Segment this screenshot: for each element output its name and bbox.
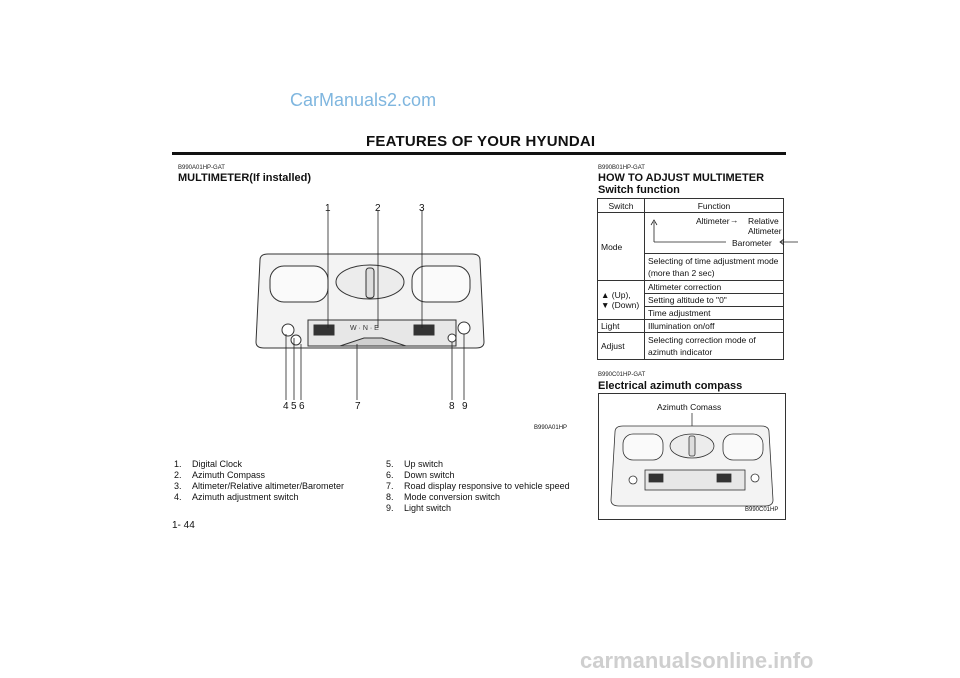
feature-list-b	[386, 459, 570, 514]
list-item: 7. Road display responsive to vehicle speed	[386, 481, 570, 491]
figure-label-azimuth: Azimuth Comass	[657, 402, 722, 412]
light-function: Illumination on/off	[645, 320, 784, 333]
mode-flow-cell	[645, 213, 784, 254]
flow-altimeter: Altimeter	[696, 216, 730, 226]
list-item: 5. Up switch	[386, 459, 444, 469]
heading-compass: Electrical azimuth compass	[598, 380, 743, 392]
table-header-row	[598, 199, 784, 213]
compass-illustration	[599, 394, 785, 519]
up-triangle-icon: ▲	[601, 290, 610, 300]
updown-f1: Altimeter correction	[645, 281, 784, 294]
display-compass-text: W · N · E	[350, 325, 379, 332]
page-number: 1- 44	[172, 520, 195, 531]
figure-caption-left: B990A01HP	[534, 425, 568, 431]
switch-light: Light	[598, 320, 645, 333]
updown-f2: Setting altitude to "0"	[645, 294, 784, 307]
list-item: 4. Azimuth adjustment switch	[174, 492, 299, 502]
compass-figure	[598, 393, 786, 520]
callout-8: 8	[449, 401, 455, 412]
subheading-switch-function: Switch function	[598, 184, 680, 196]
callout-2: 2	[375, 203, 381, 214]
table-row	[598, 320, 784, 333]
callout-7: 7	[355, 401, 361, 412]
table-row	[598, 333, 784, 360]
callout-5: 5	[291, 401, 297, 412]
switch-updown: ▲ (Up), ▼ (Down)	[598, 281, 645, 320]
section-code-multimeter: B990A01HP-GAT	[178, 165, 225, 171]
list-item: 3. Altimeter/Relative altimeter/Barometer	[174, 481, 345, 491]
table-row	[598, 213, 784, 254]
flow-barometer: Barometer	[732, 238, 772, 248]
col-switch: Switch	[598, 199, 645, 213]
list-item: 2. Azimuth Compass	[174, 470, 266, 480]
watermark-top[interactable]: CarManuals2.com	[290, 90, 437, 110]
callout-9: 9	[462, 401, 468, 412]
title-rule	[172, 152, 786, 155]
col-function: Function	[645, 199, 784, 213]
updown-f3: Time adjustment	[645, 307, 784, 320]
heading-adjust: HOW TO ADJUST MULTIMETER	[598, 172, 765, 184]
switch-adjust: Adjust	[598, 333, 645, 360]
adjust-function: Selecting correction mode of azimuth indicator	[645, 333, 784, 360]
watermark-bottom[interactable]: carmanualsonline.info	[580, 648, 814, 673]
callout-6: 6	[299, 401, 305, 412]
mode-function: Selecting of time adjustment mode (more than 2 sec)	[645, 254, 784, 281]
section-code-adjust: B990B01HP-GAT	[598, 165, 645, 171]
down-triangle-icon: ▼	[601, 300, 610, 310]
callout-3: 3	[419, 203, 425, 214]
section-code-compass: B990C01HP-GAT	[598, 372, 646, 378]
callout-4: 4	[283, 401, 289, 412]
figure-caption-right: B990C01HP	[745, 507, 779, 513]
page-title: FEATURES OF YOUR HYUNDAI	[366, 133, 596, 150]
arrow-right-icon: →	[730, 215, 739, 225]
list-item: 8. Mode conversion switch	[386, 492, 501, 502]
flow-relative-altimeter: Relative Altimeter	[748, 216, 782, 236]
list-item: 9. Light switch	[386, 503, 452, 513]
callout-1: 1	[325, 203, 331, 214]
list-item: 1. Digital Clock	[174, 459, 243, 469]
feature-list-a	[174, 459, 344, 503]
switch-function-table	[597, 198, 784, 360]
heading-multimeter: MULTIMETER(If installed)	[178, 172, 312, 184]
list-item: 6. Down switch	[386, 470, 455, 480]
multimeter-illustration	[240, 210, 500, 405]
switch-mode: Mode	[598, 213, 645, 281]
table-row	[598, 281, 784, 294]
flow-loop-lines	[648, 214, 798, 252]
